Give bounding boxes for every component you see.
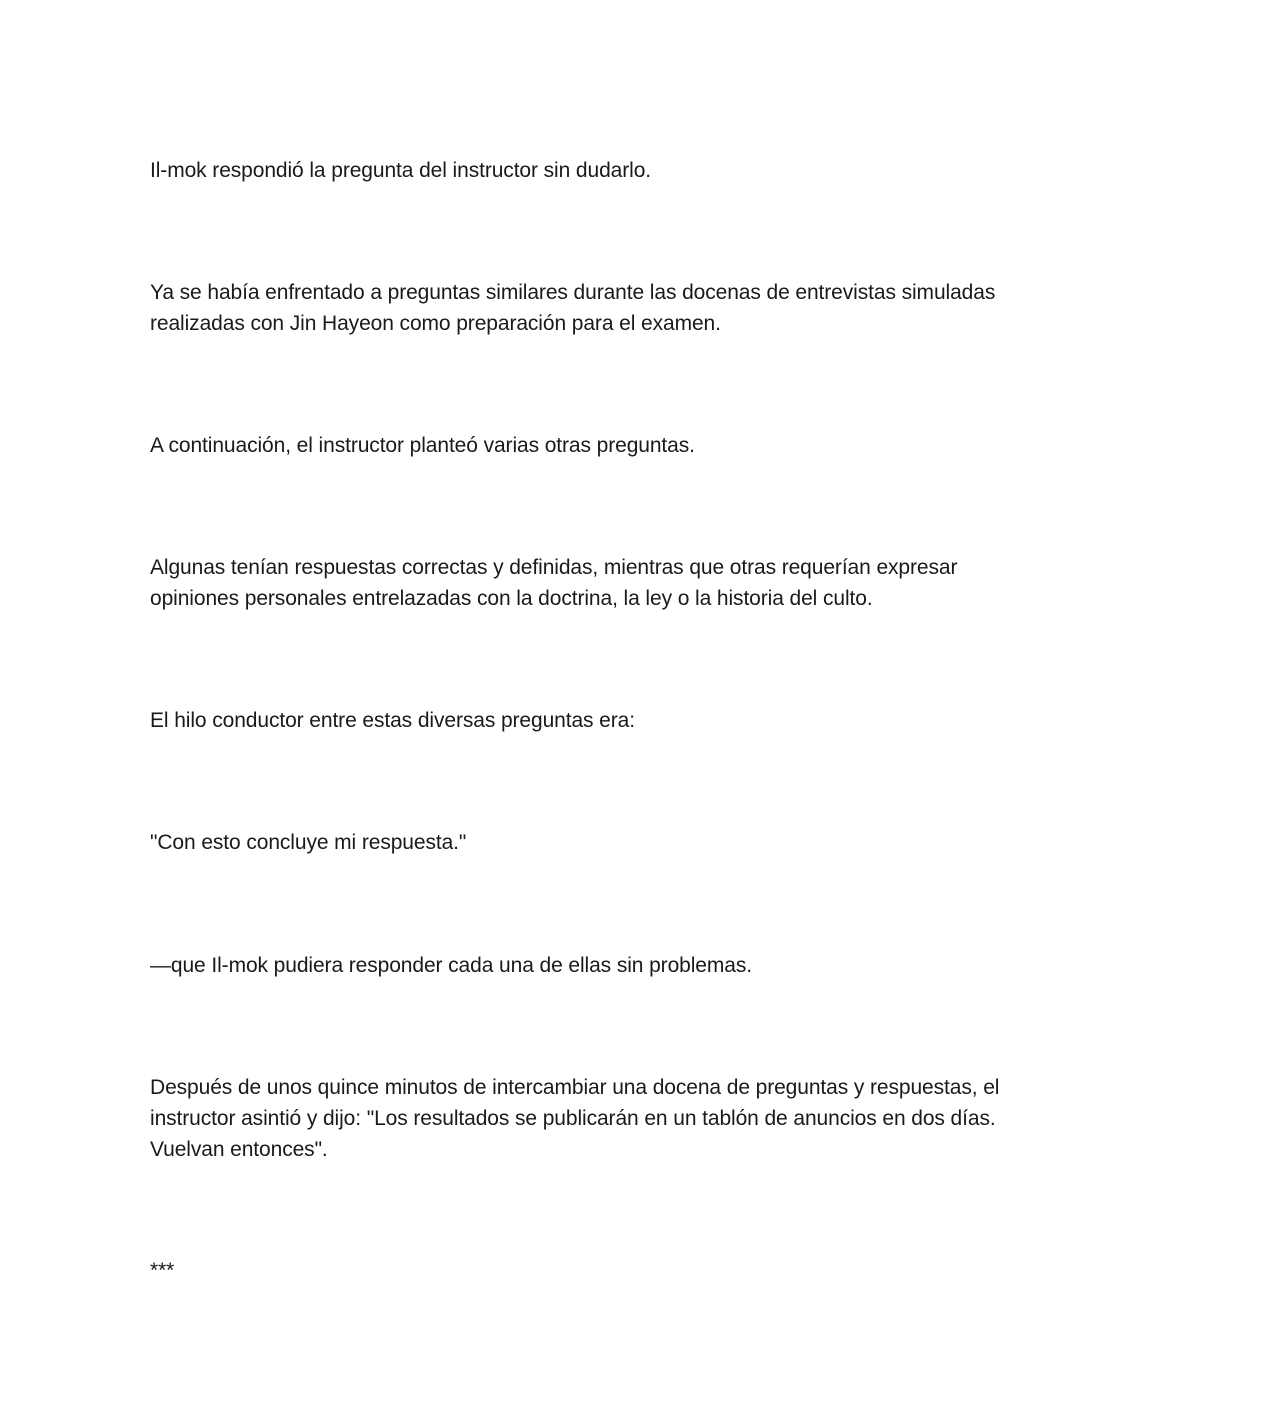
text-line: A continuación, el instructor planteó varias otras preguntas. xyxy=(150,434,695,457)
text-line: El hilo conductor entre estas diversas preguntas era: xyxy=(150,709,635,732)
paragraph xyxy=(150,277,1110,339)
text-line: instructor asintió y dijo: "Los resultados se publicarán en un tablón de anuncios en dos días. xyxy=(150,1107,996,1130)
text-line: —que Il-mok pudiera responder cada una de ellas sin problemas. xyxy=(150,954,752,977)
text-line: realizadas con Jin Hayeon como preparación para el examen. xyxy=(150,312,721,335)
paragraph xyxy=(150,827,1110,858)
text-line: Ya se había enfrentado a preguntas similares durante las docenas de entrevistas simuladas xyxy=(150,281,996,304)
paragraph xyxy=(150,1072,1110,1165)
paragraph xyxy=(150,155,1110,186)
scene-break xyxy=(150,1255,1110,1286)
text-line: Il-mok respondió la pregunta del instructor sin dudarlo. xyxy=(150,159,652,182)
text-line: *** xyxy=(150,1259,175,1282)
paragraph xyxy=(150,430,1110,461)
text-line: Algunas tenían respuestas correctas y definidas, mientras que otras requerían expresar xyxy=(150,556,958,579)
text-line: Después de unos quince minutos de intercambiar una docena de preguntas y respuestas, el xyxy=(150,1076,1000,1099)
paragraph xyxy=(150,950,1110,981)
paragraph xyxy=(150,552,1110,614)
text-line: "Con esto concluye mi respuesta." xyxy=(150,831,467,854)
paragraph xyxy=(150,705,1110,736)
text-line: opiniones personales entrelazadas con la doctrina, la ley o la historia del culto. xyxy=(150,587,873,610)
text-line: Vuelvan entonces". xyxy=(150,1138,328,1161)
